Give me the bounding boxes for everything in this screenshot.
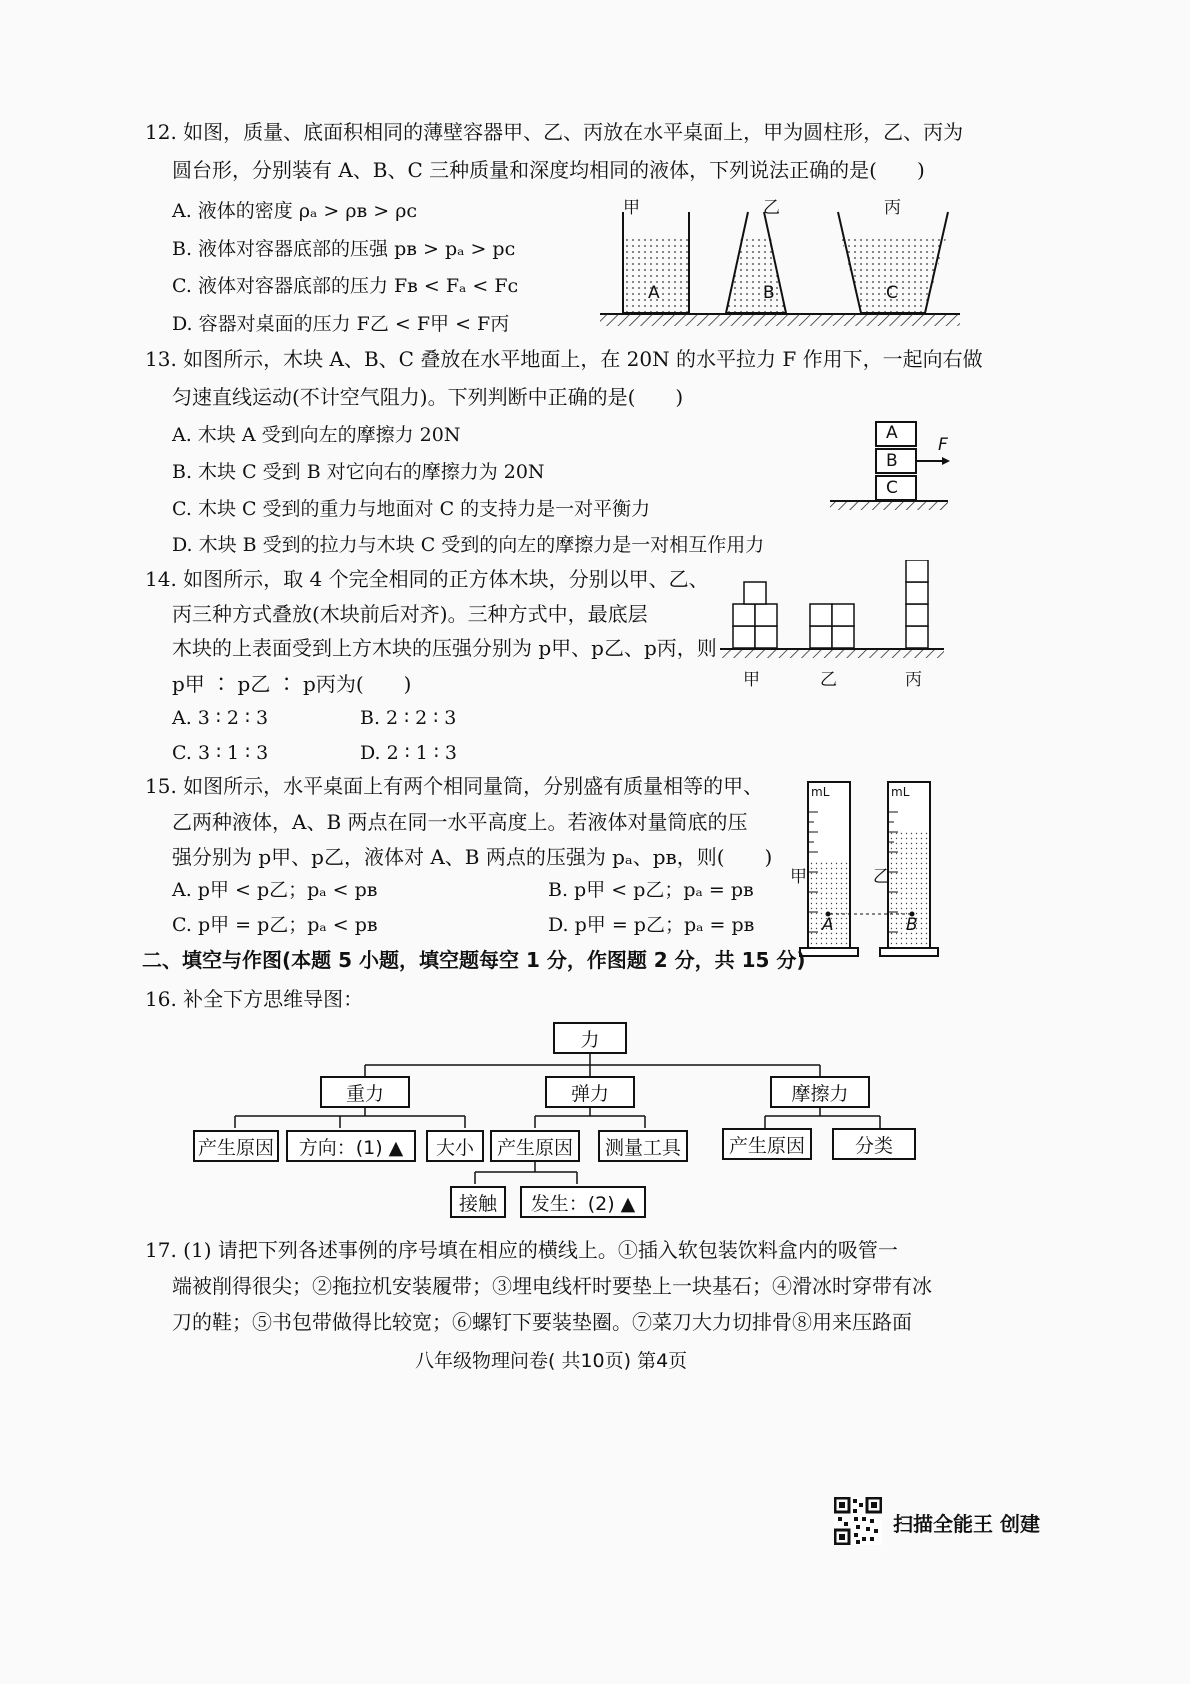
q14-option-a: A. 3 ∶ 2 ∶ 3 (172, 707, 269, 729)
section-2-heading: 二、填空与作图(本题 5 小题，填空题每空 1 分，作图题 2 分，共 15 分) (142, 948, 806, 972)
mindmap-elastic: 弹力 (545, 1076, 635, 1108)
q15-option-d: D. p甲 = p乙；pₐ = pʙ (548, 914, 755, 936)
q14-line2: 丙三种方式叠放(木块前后对齐)。三种方式中，最底层 (172, 602, 648, 626)
scanner-watermark: 扫描全能王 创建 (893, 1512, 1040, 1536)
ground (830, 502, 948, 510)
q14-option-c: C. 3 ∶ 1 ∶ 3 (172, 742, 269, 764)
q12-label-yi: 乙 (763, 198, 780, 218)
mindmap-gravity-cause: 产生原因 (193, 1130, 279, 1162)
q15-unit-right: mL (891, 785, 910, 799)
q13-line1: 13. 如图所示，木块 A、B、C 叠放在水平地面上，在 20N 的水平拉力 F 作用下，一起向右做 (145, 347, 983, 371)
mindmap-friction-cause: 产生原因 (722, 1128, 812, 1160)
q14-label-jia: 甲 (743, 670, 760, 690)
q17-line1: 17. (1) 请把下列各述事例的序号填在相应的横线上。①插入软包装饮料盒内的吸管一 (145, 1238, 898, 1262)
q13-option-b: B. 木块 C 受到 B 对它向右的摩擦力为 20N (172, 461, 545, 483)
stack-yi (832, 604, 854, 626)
q17-line2: 端被削得很尖；②拖拉机安装履带；③埋电线杆时要垫上一块基石；④滑冰时穿带有冰 (172, 1274, 932, 1298)
q12-liquid-b-label: B (763, 283, 775, 303)
q13-block-b-label: B (886, 451, 898, 471)
q14-option-d: D. 2 ∶ 1 ∶ 3 (360, 742, 457, 764)
q12-option-a: A. 液体的密度 ρₐ > ρʙ > ρᴄ (172, 200, 418, 222)
q13-option-c: C. 木块 C 受到的重力与地面对 C 的支持力是一对平衡力 (172, 498, 651, 520)
q13-option-d: D. 木块 B 受到的拉力与木块 C 受到的向左的摩擦力是一对相互作用力 (172, 534, 765, 556)
q17-line3: 刀的鞋；⑤书包带做得比较宽；⑥螺钉下要装垫圈。⑦菜刀大力切排骨⑧用来压路面 (172, 1310, 912, 1334)
mindmap-root-force: 力 (553, 1022, 627, 1054)
table-surface (600, 314, 960, 326)
q15-line2: 乙两种液体，A、B 两点在同一水平高度上。若液体对量筒底的压 (172, 810, 748, 834)
q12-line2: 圆台形，分别装有 A、B、C 三种质量和深度均相同的液体，下列说法正确的是( ) (172, 158, 925, 182)
q12-containers-figure (595, 190, 965, 340)
qr-code-icon (834, 1497, 882, 1545)
q12-label-bing: 丙 (884, 198, 901, 218)
q12-option-b: B. 液体对容器底部的压强 pʙ > pₐ > pᴄ (172, 238, 516, 260)
mindmap-friction-class: 分类 (832, 1128, 916, 1160)
q13-option-a: A. 木块 A 受到向左的摩擦力 20N (172, 424, 461, 446)
q12-liquid-a-label: A (648, 283, 660, 303)
q14-stacks-figure (718, 560, 948, 665)
q15-point-b-label: B (906, 915, 918, 935)
q16-title: 16. 补全下方思维导图： (145, 987, 364, 1011)
q14-label-yi: 乙 (820, 670, 837, 690)
q15-option-a: A. p甲 < p乙；pₐ < pʙ (172, 879, 378, 901)
q13-block-a-label: A (886, 423, 898, 443)
q14-line1: 14. 如图所示，取 4 个完全相同的正方体木块，分别以甲、乙、 (145, 567, 709, 591)
q14-line4: p甲 ∶ p乙 ∶ p丙为( ) (172, 672, 412, 696)
q14-label-bing: 丙 (905, 670, 922, 690)
q15-unit-left: mL (811, 785, 830, 799)
q12-line1: 12. 如图，质量、底面积相同的薄壁容器甲、乙、丙放在水平桌面上，甲为圆柱形，乙、丙为 (145, 120, 964, 144)
q15-line1: 15. 如图所示，水平桌面上有两个相同量筒，分别盛有质量相等的甲、 (145, 774, 764, 798)
mindmap-elastic-cause: 产生原因 (490, 1130, 580, 1162)
ground (720, 650, 944, 658)
q15-label-jia: 甲 (790, 867, 807, 887)
q13-force-label: F (938, 435, 948, 455)
q15-option-c: C. p甲 = p乙；pₐ < pʙ (172, 914, 378, 936)
q13-block-c-label: C (886, 478, 898, 498)
mindmap-friction: 摩擦力 (770, 1076, 870, 1108)
q14-line3: 木块的上表面受到上方木块的压强分别为 p甲、p乙、p丙，则 (172, 636, 717, 660)
q14-option-b: B. 2 ∶ 2 ∶ 3 (360, 707, 457, 729)
stack-jia (744, 582, 766, 604)
q13-line2: 匀速直线运动(不计空气阻力)。下列判断中正确的是( ) (172, 385, 684, 409)
q15-line3: 强分别为 p甲、p乙，液体对 A、B 两点的压强为 pₐ、pʙ，则( ) (172, 845, 773, 869)
q12-liquid-c-label: C (886, 283, 898, 303)
q15-point-a-label: A (822, 915, 834, 935)
q15-label-yi: 乙 (873, 867, 890, 887)
q15-option-b: B. p甲 < p乙；pₐ = pʙ (548, 879, 754, 901)
mindmap-gravity-direction: 方向：(1) ▲ (286, 1130, 416, 1162)
page-footer: 八年级物理问卷( 共10页) 第4页 (415, 1350, 688, 1372)
q12-option-c: C. 液体对容器底部的压力 Fʙ < Fₐ < Fᴄ (172, 275, 519, 297)
mindmap-gravity-size: 大小 (426, 1130, 484, 1162)
mindmap-measuring-tool: 测量工具 (598, 1130, 688, 1162)
mindmap-contact: 接触 (450, 1186, 506, 1218)
q15-cylinders-figure (790, 772, 950, 962)
q12-label-jia: 甲 (623, 198, 640, 218)
q12-option-d: D. 容器对桌面的压力 F乙 < F甲 < F丙 (172, 313, 510, 335)
stack-bing (906, 560, 928, 582)
mindmap-gravity: 重力 (320, 1076, 410, 1108)
mindmap-occur: 发生：(2) ▲ (520, 1186, 646, 1218)
